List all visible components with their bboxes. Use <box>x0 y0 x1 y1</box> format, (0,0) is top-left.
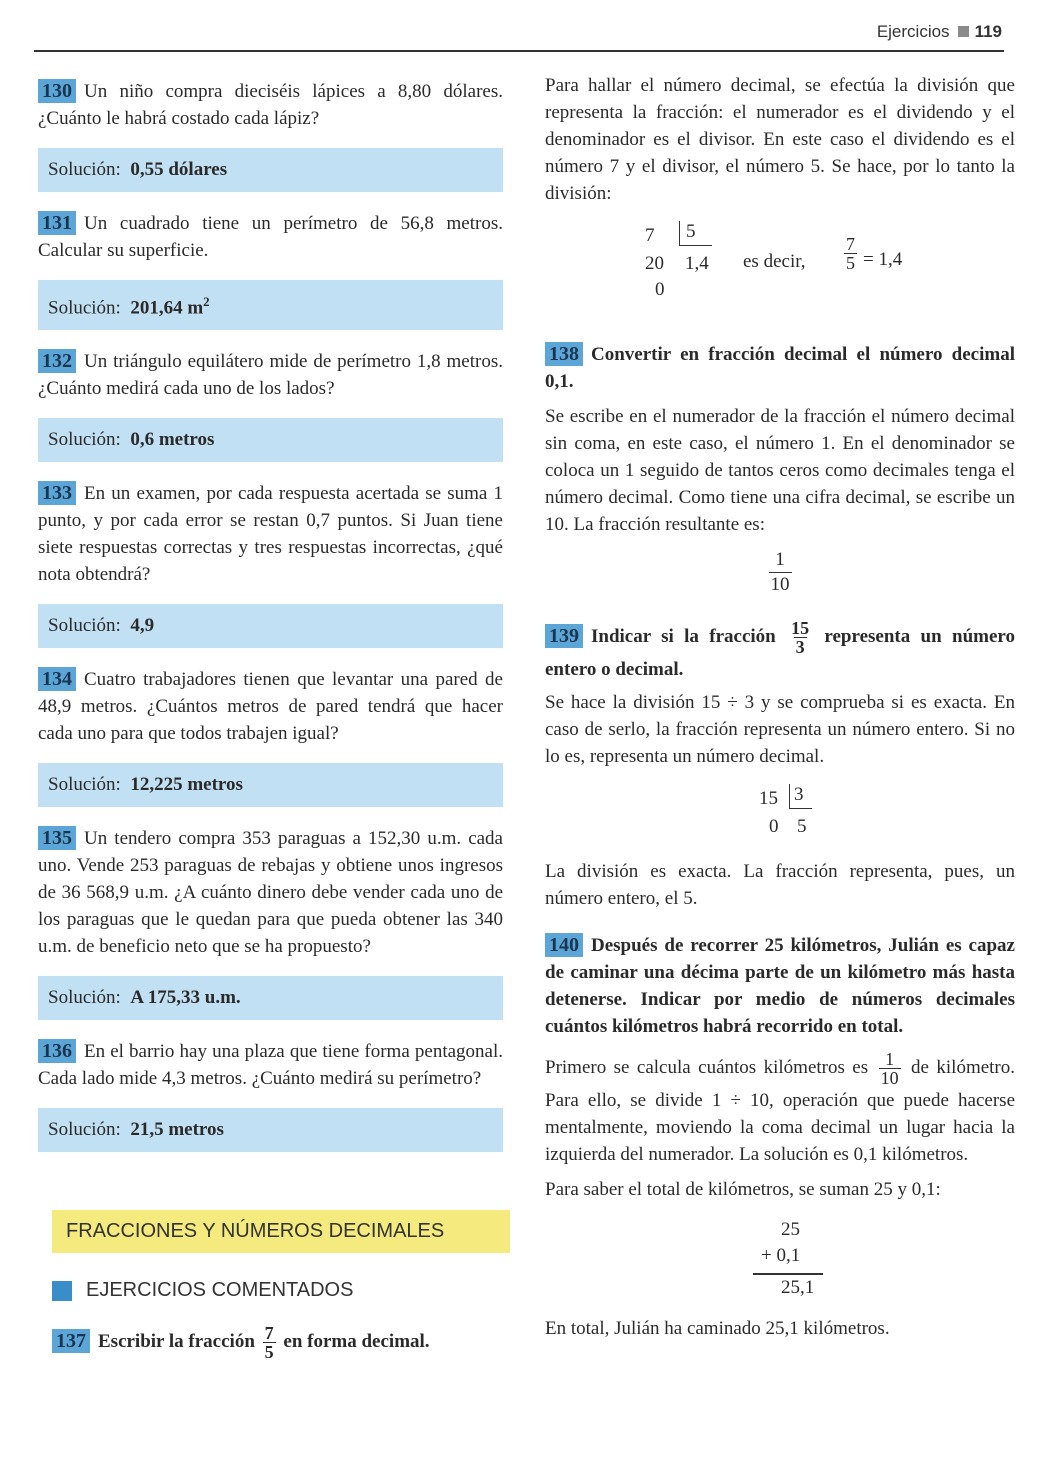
exercise-139-title <box>545 619 1015 683</box>
explanation-138: Se escribe en el numerador de la fracción el número decimal sin coma, en este caso, el número 1. En el denominador se coloca un 1 seguido de tantos ceros como decimales tenga el número decimal. Como tiene una cifra decimal, se escribe un 10. La fracción resultante es: <box>545 406 1015 535</box>
subsection-heading <box>52 1279 503 1302</box>
exercise-text: En el barrio hay una plaza que tiene forma pentagonal. Cada lado mide 4,3 metros. ¿Cuánto medirá su perímetro? <box>38 1041 503 1090</box>
denominator: 10 <box>880 1068 899 1088</box>
solution-label: Solución: <box>48 987 121 1009</box>
exercise-title: Después de recorrer 25 kilómetros, Julián es capaz de caminar una décima parte de un kilómetro más hasta detenerse. Indicar por medio de números decimales cuántos kilómetros habrá recorrido en total. <box>545 935 1015 1037</box>
addend: 25 <box>781 1219 800 1240</box>
solution-label: Solución: <box>48 429 121 451</box>
dividend: 7 <box>645 225 655 246</box>
exercise-132 <box>38 348 503 402</box>
solution-label: Solución: <box>48 615 121 637</box>
solution-label: Solución: <box>48 774 121 796</box>
exercise-text: Un niño compra dieciséis lápices a 8,80 dólares. ¿Cuánto le habrá costado cada lápiz? <box>38 81 503 129</box>
exercise-138-title <box>545 341 1015 395</box>
exercise-136 <box>38 1038 503 1092</box>
divisor: 3 <box>789 784 812 809</box>
solution-box-130 <box>38 148 503 192</box>
square-bullet-icon <box>52 1281 72 1301</box>
exercise-title: Indicar si la fracción <box>591 625 776 647</box>
exercise-number: 135 <box>38 826 76 850</box>
exercise-133 <box>38 480 503 588</box>
section-heading: FRACCIONES Y NÚMEROS DECIMALES <box>52 1210 510 1253</box>
fraction <box>879 1050 901 1087</box>
result: = 1,4 <box>863 249 903 270</box>
numerator: 15 <box>791 618 810 638</box>
exercise-number: 132 <box>38 349 76 373</box>
solution-value: 12,225 metros <box>130 774 243 796</box>
solution-value: 0,55 dólares <box>130 159 228 180</box>
exercise-number: 134 <box>38 667 76 691</box>
exercise-text: Cuatro trabajadores tienen que levantar una pared de 48,9 metros. ¿Cuántos metros de pared tendrá que hacer cada uno para que todos trabajen igual? <box>38 669 503 745</box>
exercise-number: 137 <box>52 1329 90 1353</box>
numerator: 7 <box>264 1323 274 1344</box>
divisor: 5 <box>679 221 712 246</box>
exercise-title: Convertir en fracción decimal el número decimal 0,1. <box>545 344 1015 392</box>
quotient: 5 <box>797 816 807 837</box>
exercise-number: 136 <box>38 1039 76 1063</box>
solution-box-133 <box>38 604 503 648</box>
fraction <box>263 1324 276 1361</box>
fraction <box>769 548 792 597</box>
numerator: 1 <box>775 549 785 570</box>
denominator: 3 <box>795 637 805 657</box>
division-139 <box>545 780 1015 848</box>
page-number: 119 <box>974 22 1002 41</box>
explanation-137: Para hallar el número decimal, se efectúa la división que representa la fracción: el numerador es el dividendo y el denominador es el divisor. En este caso el dividendo es el número 7 y el divisor, el número 5. Se hace, por lo tanto la división: <box>545 75 1015 204</box>
denominator: 5 <box>846 253 855 273</box>
conclusion-140: En total, Julián ha caminado 25,1 kilómetros. <box>545 1318 890 1339</box>
solution-label: Solución: <box>48 297 121 319</box>
division-137 <box>545 217 1015 309</box>
exercise-text: Un cuadrado tiene un perímetro de 56,8 metros. Calcular su superficie. <box>38 213 503 261</box>
exercise-number: 133 <box>38 481 76 505</box>
conclusion-139: La división es exacta. La fracción representa, pues, un número entero, el 5. <box>545 861 1015 909</box>
fraction <box>844 235 857 272</box>
header-section: Ejercicios <box>876 22 950 41</box>
addition-140 <box>545 1211 1015 1301</box>
exercise-number: 130 <box>38 79 76 103</box>
exercise-137 <box>52 1324 503 1361</box>
solution-value: A 175,33 u.m. <box>130 987 241 1009</box>
solution-value: 4,9 <box>130 615 155 637</box>
solution-box-135 <box>38 976 503 1020</box>
addend: + 0,1 <box>761 1245 801 1266</box>
numerator: 7 <box>846 234 855 254</box>
fraction-138 <box>545 548 1015 597</box>
fraction <box>789 619 811 656</box>
dividend: 15 <box>759 788 778 809</box>
exercise-text: En un examen, por cada respuesta acertada se suma 1 punto, y por cada error se restan 0,7 puntos. Si Juan tiene siete respuestas correctas y tres respuestas incorrectas, ¿qué nota obtendrá? <box>38 483 503 586</box>
solution-box-136 <box>38 1108 503 1152</box>
square-icon <box>958 26 969 37</box>
remainder: 20 <box>645 253 664 274</box>
solution-box-132 <box>38 418 503 462</box>
quotient: 1,4 <box>685 253 709 274</box>
denominator: 10 <box>770 574 790 595</box>
exercise-140-title <box>545 932 1015 1040</box>
running-header <box>877 22 1002 42</box>
exercise-130 <box>38 78 503 132</box>
exercise-text: Un tendero compra 353 paraguas a 152,30 u.m. cada uno. Vende 253 paraguas de rebajas y obtiene unos ingresos de 36 568,9 u.m. ¿A cuánto dinero debe vender cada uno de los paraguas que le quedan para que pueda obtener las 340 u.m. de beneficio neto que se ha propuesto? <box>38 828 503 958</box>
explanation-139: Se hace la división 15 ÷ 3 y se comprueba si es exacta. En caso de serlo, la fracción representa un número entero. Si no lo es, representa un número decimal. <box>545 692 1015 767</box>
solution-label: Solución: <box>48 1119 121 1141</box>
es-decir-label: es decir, <box>743 251 806 272</box>
exercise-text: Un triángulo equilátero mide de perímetro 1,8 metros. ¿Cuánto medirá cada uno de los lados? <box>38 351 503 400</box>
subsection-title: EJERCICIOS COMENTADOS <box>86 1279 354 1302</box>
solution-value: 201,64 m <box>130 297 204 319</box>
text: de kilómetro. Para ello, se divide 1 ÷ 10, operación que puede hacerse mentalmente, moviendo la coma decimal un lugar hacia la izquierda del numerador. La solución es 0,1 kilómetros. <box>545 1056 1016 1165</box>
solution-value: 0,6 metros <box>130 429 215 451</box>
denominator: 5 <box>264 1342 274 1363</box>
solution-box-131 <box>38 280 503 330</box>
remainder: 0 <box>655 279 665 300</box>
exercise-131 <box>38 210 503 264</box>
exercise-number: 138 <box>545 342 583 366</box>
solution-label: Solución: <box>48 159 121 180</box>
exercise-135 <box>38 825 503 960</box>
exercise-title-end: representa un número entero o decimal. <box>545 625 1015 680</box>
exercise-134 <box>38 666 503 747</box>
solution-box-134 <box>38 763 503 807</box>
remainder: 0 <box>769 816 779 837</box>
exercise-number: 131 <box>38 211 76 235</box>
exercise-number: 140 <box>545 933 583 957</box>
left-column <box>38 78 503 1361</box>
sum: 25,1 <box>781 1277 815 1298</box>
text: Primero se calcula cuántos kilómetros es <box>545 1056 869 1078</box>
solution-value: 21,5 metros <box>130 1119 224 1141</box>
sum-rule <box>753 1273 823 1275</box>
explanation-140-sum: Para saber el total de kilómetros, se suman 25 y 0,1: <box>545 1179 941 1200</box>
exercise-number: 139 <box>545 624 583 648</box>
exercise-title-end: en forma decimal. <box>283 1331 430 1353</box>
superscript: 2 <box>203 294 210 309</box>
explanation-140 <box>545 1050 1015 1168</box>
exercise-title: Escribir la fracción <box>98 1331 255 1353</box>
header-rule <box>34 50 1004 52</box>
numerator: 1 <box>885 1049 895 1069</box>
right-column <box>545 72 1015 1342</box>
